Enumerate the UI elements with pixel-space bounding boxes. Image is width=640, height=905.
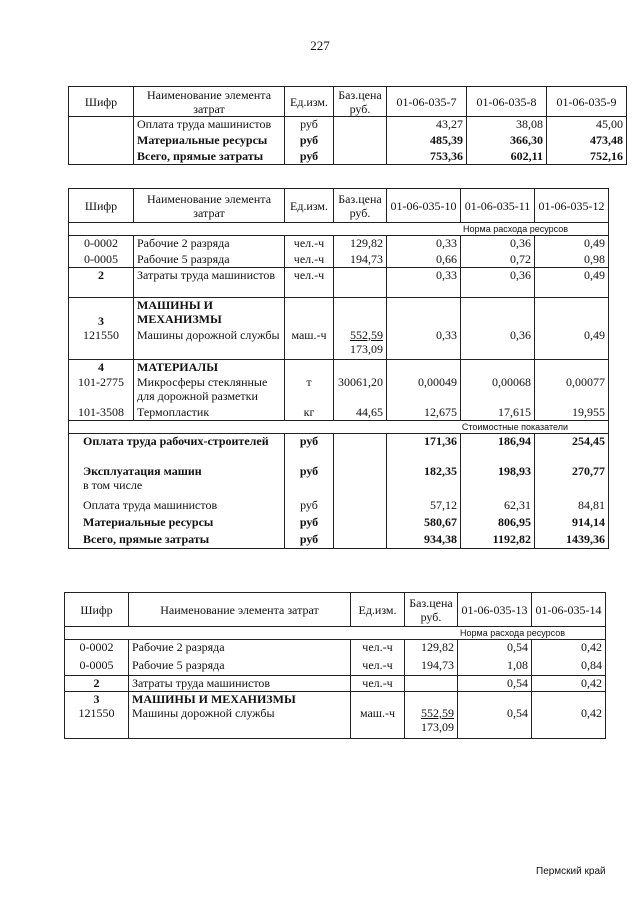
row-value: 0,42	[532, 706, 606, 738]
norm-label: Норма расхода ресурсов	[65, 627, 606, 640]
row-code: 101-3508	[69, 405, 134, 421]
row-unit: чел.-ч	[285, 236, 334, 252]
section-row	[69, 360, 609, 375]
header-price: Баз.цена руб.	[405, 593, 458, 627]
section-code: 4	[69, 360, 134, 375]
header-col: 01-06-035-7	[387, 87, 467, 117]
row-value: 752,16	[547, 149, 627, 165]
row-code: 0-0005	[65, 658, 129, 676]
header-name: Наименование элемента затрат	[134, 189, 285, 223]
row-value: 0,72	[461, 252, 535, 268]
header-price: Баз.цена руб.	[334, 87, 387, 117]
row-value: 0,98	[535, 252, 609, 268]
section-row	[69, 298, 609, 328]
row-unit: чел.-ч	[351, 676, 405, 692]
row-unit: чел.-ч	[351, 640, 405, 658]
row-value: 45,00	[547, 117, 627, 133]
row-code: 101-2775	[69, 375, 134, 405]
header-price: Баз.цена руб.	[334, 189, 387, 223]
header-name: Наименование элемента затрат	[134, 87, 285, 117]
row-value: 186,94	[461, 434, 535, 464]
table-2	[68, 188, 609, 549]
row-value: 0,66	[387, 252, 461, 268]
row-value: 366,30	[467, 133, 547, 149]
row-value: 806,95	[461, 515, 535, 532]
row-name: Рабочие 2 разряда	[129, 640, 351, 658]
row-code: 0-0002	[65, 640, 129, 658]
row-value: 934,38	[387, 532, 461, 549]
row-unit: кг	[285, 405, 334, 421]
table-row	[69, 252, 609, 268]
row-value: 0,84	[532, 658, 606, 676]
row-note: в том числе	[83, 477, 143, 492]
row-price: 194,73	[334, 252, 387, 268]
row-price: 129,82	[334, 236, 387, 252]
header-unit: Ед.изм.	[285, 189, 334, 223]
section-title: МАТЕРИАЛЫ	[134, 360, 285, 375]
header-col: 01-06-035-11	[461, 189, 535, 223]
row-value: 1,08	[458, 658, 532, 676]
row-value: 19,955	[535, 405, 609, 421]
section-row	[65, 692, 606, 707]
row-price: 30061,20	[334, 375, 387, 405]
row-name: Затраты труда машинистов	[134, 268, 285, 298]
row-value: 473,48	[547, 133, 627, 149]
table-row	[69, 464, 609, 498]
row-unit: руб	[285, 434, 334, 464]
row-name: Оплата труда машинистов	[134, 117, 285, 133]
row-unit: руб	[285, 515, 334, 532]
row-value: 38,08	[467, 117, 547, 133]
row-name: Затраты труда машинистов	[129, 676, 351, 692]
row-unit: маш.-ч	[351, 706, 405, 738]
table-row	[65, 676, 606, 692]
row-price: 552,59	[421, 706, 454, 720]
row-name: Оплата труда рабочих-строителей	[69, 434, 285, 464]
table-row	[69, 236, 609, 252]
row-unit: руб	[285, 117, 334, 133]
row-value: 62,31	[461, 498, 535, 515]
row-value: 0,54	[458, 640, 532, 658]
header-unit: Ед.изм.	[285, 87, 334, 117]
row-name: Материальные ресурсы	[69, 515, 285, 532]
row-name: Машины дорожной службы	[129, 706, 351, 738]
table-3	[64, 592, 606, 739]
row-unit: руб	[285, 133, 334, 149]
row-value: 485,39	[387, 133, 467, 149]
table-row	[69, 149, 627, 165]
table-row	[69, 268, 609, 298]
row-code: 0-0005	[69, 252, 134, 268]
row-value: 0,42	[532, 676, 606, 692]
row-code: 121550	[69, 328, 134, 360]
row-name: Всего, прямые затраты	[69, 532, 285, 549]
header-unit: Ед.изм.	[351, 593, 405, 627]
row-name: Машины дорожной службы	[134, 328, 285, 360]
row-value: 0,54	[458, 676, 532, 692]
row-price: 552,59	[350, 327, 383, 342]
row-name: Рабочие 2 разряда	[134, 236, 285, 252]
table-row	[69, 375, 609, 405]
table-row	[65, 640, 606, 658]
row-value: 753,36	[387, 149, 467, 165]
row-name: Термопластик	[134, 405, 285, 421]
norm-label: Норма расхода ресурсов	[69, 223, 609, 236]
row-price-alt: 173,09	[350, 341, 383, 356]
row-value: 580,67	[387, 515, 461, 532]
row-name: Рабочие 5 разряда	[134, 252, 285, 268]
row-price-alt: 173,09	[421, 720, 454, 734]
row-unit: чел.-ч	[285, 268, 334, 298]
row-value: 602,11	[467, 149, 547, 165]
row-value: 254,45	[535, 434, 609, 464]
footer-region: Пермский край	[536, 866, 606, 877]
row-value: 0,42	[532, 640, 606, 658]
row-value: 0,33	[387, 328, 461, 360]
row-value: 0,54	[458, 706, 532, 738]
page-number: 227	[310, 38, 330, 53]
header-col: 01-06-035-9	[547, 87, 627, 117]
row-value: 198,93	[461, 464, 535, 498]
row-name: Микросферы стеклянные для дорожной разметки	[134, 375, 285, 405]
row-unit: чел.-ч	[285, 252, 334, 268]
row-value: 0,00068	[461, 375, 535, 405]
row-value: 17,615	[461, 405, 535, 421]
row-value: 270,77	[535, 464, 609, 498]
row-value: 914,14	[535, 515, 609, 532]
header-col: 01-06-035-10	[387, 189, 461, 223]
table-row	[65, 658, 606, 676]
row-unit: т	[285, 375, 334, 405]
header-col: 01-06-035-8	[467, 87, 547, 117]
section-code: 3	[69, 298, 134, 328]
section-title: МАШИНЫ И МЕХАНИЗМЫ	[134, 298, 285, 328]
table-row	[69, 405, 609, 421]
row-value: 1439,36	[535, 532, 609, 549]
row-code: 0-0002	[69, 236, 134, 252]
header-col: 01-06-035-12	[535, 189, 609, 223]
row-value: 0,33	[387, 236, 461, 252]
row-value: 0,00049	[387, 375, 461, 405]
row-value: 0,36	[461, 236, 535, 252]
table-row	[69, 434, 609, 464]
row-value: 0,00077	[535, 375, 609, 405]
row-unit: руб	[285, 498, 334, 515]
section-code: 3	[65, 692, 129, 707]
row-value: 0,49	[535, 236, 609, 252]
row-value: 1192,82	[461, 532, 535, 549]
table-row	[69, 117, 627, 133]
row-unit: руб	[285, 149, 334, 165]
row-value: 43,27	[387, 117, 467, 133]
header-code: Шифр	[69, 189, 134, 223]
row-value: 0,49	[535, 268, 609, 298]
row-name: Рабочие 5 разряда	[129, 658, 351, 676]
header-col: 01-06-035-14	[532, 593, 606, 627]
row-value: 171,36	[387, 434, 461, 464]
cost-label: Стоимостные показатели	[69, 421, 609, 434]
row-name: Оплата труда машинистов	[69, 498, 285, 515]
table-1	[68, 86, 627, 165]
table-row	[69, 133, 627, 149]
row-unit: руб	[285, 532, 334, 549]
row-unit: руб	[285, 464, 334, 498]
row-value: 0,33	[387, 268, 461, 298]
table-row	[69, 532, 609, 549]
header-name: Наименование элемента затрат	[129, 593, 351, 627]
header-col: 01-06-035-13	[458, 593, 532, 627]
row-code: 2	[65, 676, 129, 692]
row-name: Материальные ресурсы	[134, 133, 285, 149]
row-value: 57,12	[387, 498, 461, 515]
header-code: Шифр	[65, 593, 129, 627]
table-row	[69, 515, 609, 532]
row-value: 12,675	[387, 405, 461, 421]
row-price: 44,65	[334, 405, 387, 421]
row-name: Эксплуатация машин	[83, 463, 202, 478]
row-value: 0,36	[461, 328, 535, 360]
row-value: 0,49	[535, 328, 609, 360]
row-code: 121550	[65, 706, 129, 738]
row-name: Всего, прямые затраты	[134, 149, 285, 165]
section-title: МАШИНЫ И МЕХАНИЗМЫ	[129, 692, 351, 707]
row-code: 2	[69, 268, 134, 298]
table-row	[65, 706, 606, 738]
row-unit: чел.-ч	[351, 658, 405, 676]
row-value: 182,35	[387, 464, 461, 498]
row-value: 0,36	[461, 268, 535, 298]
row-value: 84,81	[535, 498, 609, 515]
row-price: 194,73	[405, 658, 458, 676]
header-code: Шифр	[69, 87, 134, 117]
table-row	[69, 328, 609, 360]
row-unit: маш.-ч	[285, 328, 334, 360]
row-price: 129,82	[405, 640, 458, 658]
table-row	[69, 498, 609, 515]
